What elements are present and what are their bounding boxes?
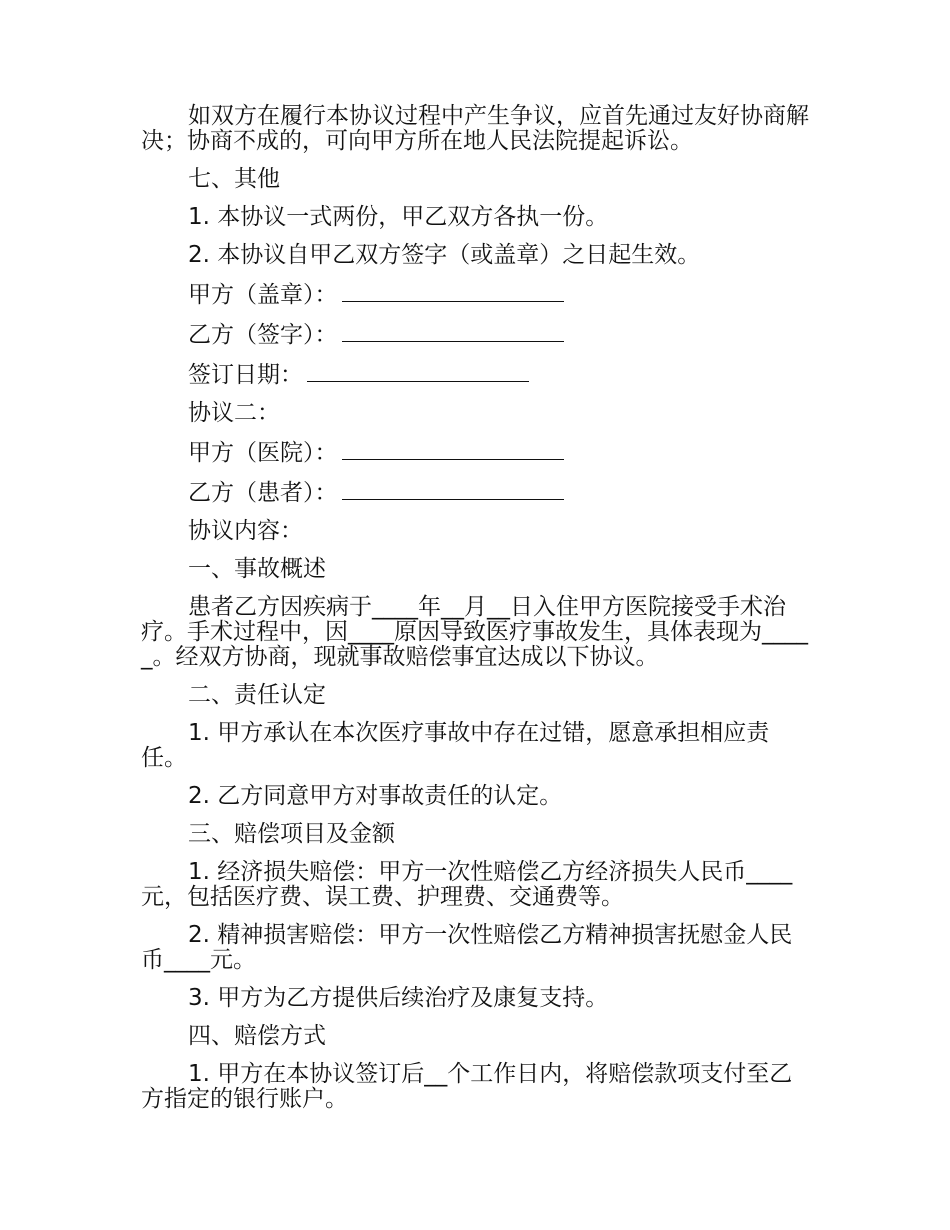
clause-7-1: 1. 本协议一式两份，甲乙双方各执一份。 <box>188 204 609 230</box>
dispute-paragraph: 如双方在履行本协议过程中产生争议，应首先通过友好协商解决；协商不成的，可向甲方所在地人民法院提起诉讼。 <box>141 103 809 154</box>
document-body <box>141 104 811 1125</box>
clause-3-3: 3. 甲方为乙方提供后续治疗及康复支持。 <box>188 985 609 1011</box>
party-a-hospital-label: 甲方（医院）： <box>188 440 338 466</box>
clause-4-1: 1. 甲方在本协议签订后__个工作日内，将赔偿款项支付至乙方指定的银行账户。 <box>141 1061 793 1112</box>
signature-party-a <box>141 281 811 308</box>
signature-party-b-label: 乙方（签字）： <box>188 322 338 348</box>
date-line <box>307 361 529 382</box>
party-a-hospital <box>141 439 811 466</box>
clause-2-1: 1. 甲方承认在本次医疗事故中存在过错，愿意承担相应责任。 <box>141 720 770 771</box>
party-b-patient <box>141 479 811 506</box>
section-heading-1: 一、事故概述 <box>188 556 326 582</box>
fill-line <box>342 479 564 500</box>
signing-date <box>141 361 811 388</box>
agreement-content-label: 协议内容： <box>188 518 303 544</box>
clause-2-2: 2. 乙方同意甲方对事故责任的认定。 <box>188 783 563 809</box>
clause-7-2: 2. 本协议自甲乙双方签字（或盖章）之日起生效。 <box>188 242 701 268</box>
clause-3-2: 2. 精神损害赔偿：甲方一次性赔偿乙方精神损害抚慰金人民币____元。 <box>141 922 793 973</box>
agreement-2-title: 协议二： <box>188 400 280 426</box>
section-heading-7: 七、其他 <box>188 166 280 192</box>
signature-party-b <box>141 321 811 348</box>
section-heading-2: 二、责任认定 <box>188 682 326 708</box>
fill-line <box>342 439 564 460</box>
section-heading-3: 三、赔偿项目及金额 <box>188 821 395 847</box>
signature-party-a-label: 甲方（盖章）： <box>188 282 338 308</box>
signing-date-label: 签订日期： <box>188 362 303 388</box>
accident-overview-paragraph: 患者乙方因疾病于____年__月__日入住甲方医院接受手术治疗。手术过程中，因____原因导致医疗事故发生，具体表现为_____。经双方协商，现就事故赔偿事宜达成以下协议。 <box>141 594 808 670</box>
signature-line <box>342 281 564 302</box>
clause-3-1: 1. 经济损失赔偿：甲方一次性赔偿乙方经济损失人民币____元，包括医疗费、误工费、护理费、交通费等。 <box>141 859 793 910</box>
section-heading-4: 四、赔偿方式 <box>188 1023 326 1049</box>
signature-line <box>342 321 564 342</box>
party-b-patient-label: 乙方（患者）： <box>188 480 338 506</box>
